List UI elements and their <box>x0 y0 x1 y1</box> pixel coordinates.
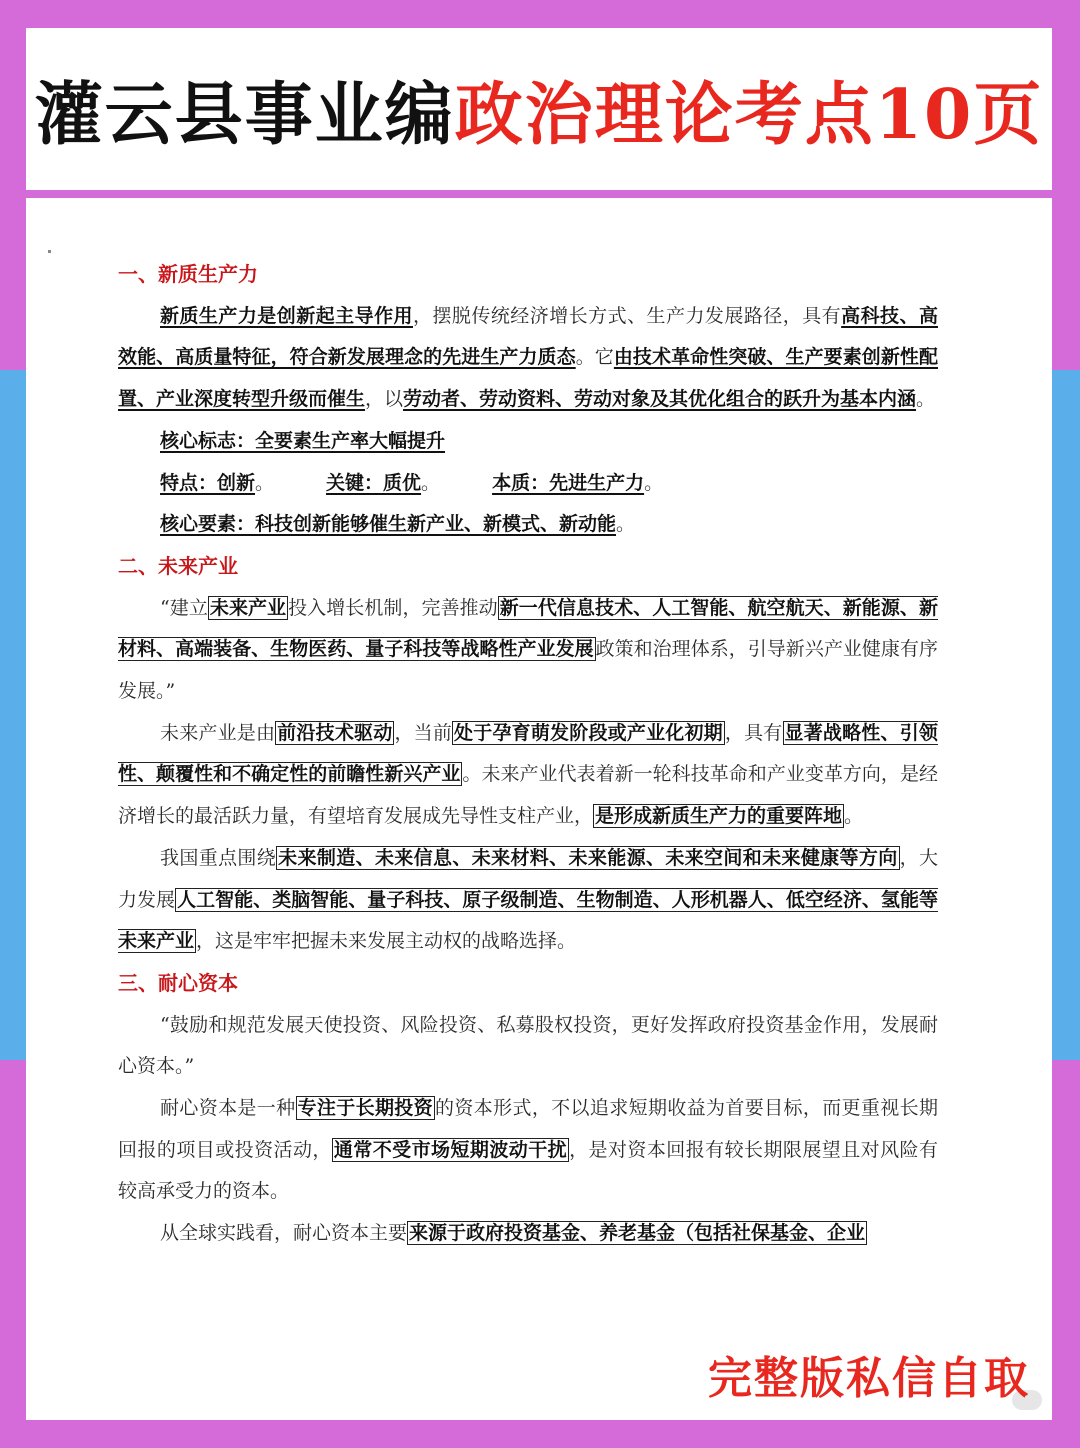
paragraph-s1-p2 <box>118 421 938 463</box>
underlined-text: 由技术革命性突破、生产要素创新性配置、产业深度转型升级而催生 <box>118 346 938 411</box>
body-text: “建立 <box>160 596 208 619</box>
body-text: ，以 <box>365 388 404 411</box>
underlined-text: 新质生产力是创新起主导作用 <box>160 304 413 327</box>
page-dot <box>48 250 51 253</box>
key-label: 关键：质优 <box>326 471 422 494</box>
paragraph-s3-p1 <box>118 1005 938 1088</box>
paragraph-s3-p3 <box>118 1213 938 1255</box>
body-text: 。它 <box>575 346 614 369</box>
boxed-text: 通常不受市场短期波动干扰 <box>333 1138 568 1161</box>
boxed-text: 前沿技术驱动 <box>277 721 393 744</box>
body-text: 未来产业是由 <box>160 721 276 744</box>
body-text: 政策和治理体系，引导新兴产业健康有序发展。” <box>118 638 938 703</box>
underlined-text: 核心标志：全要素生产率大幅提升 <box>160 429 446 452</box>
body-text: 。未来产业代表着新一轮科技革命和产业变革方向，是经济增长的最活跃力量，有望培育发展成先导性支柱产业， <box>118 763 938 828</box>
body-text: ，当前 <box>394 721 453 744</box>
paragraph-s2-p2 <box>118 713 938 838</box>
body-text: 。 <box>844 805 864 828</box>
paragraph-s2-p3 <box>118 838 938 963</box>
body-text: 。 <box>644 471 664 494</box>
title-banner <box>26 28 1052 190</box>
body-text: 投入增长机制，完善推动 <box>288 596 498 619</box>
boxed-text: 未来制造、未来信息、未来材料、未来能源、未来空间和未来健康等方向 <box>278 846 898 869</box>
body-text: ，摆脱传统经济增长方式、生产力发展路径，具有 <box>413 304 842 327</box>
body-text: ，是对资本回报有较长期限展望且对风险有较高承受力的资本。 <box>118 1138 938 1203</box>
paragraph-s1-p3 <box>118 463 938 505</box>
section-heading-3: 三、耐心资本 <box>118 970 238 995</box>
paragraph-s1-p4 <box>118 504 938 546</box>
boxed-text: 处于孕育萌发阶段或产业化初期 <box>454 721 723 744</box>
body-text: 的资本形式，不以追求短期收益为首要目标，而更重视长期回报的项目或投资活动， <box>118 1097 938 1161</box>
body-text: ，具有 <box>724 721 783 744</box>
underlined-text: 核心要素：科技创新能够催生新产业、新模式、新动能 <box>160 513 617 536</box>
body-text: 。 <box>255 471 275 494</box>
page-title <box>35 61 1044 158</box>
boxed-text: 专注于长期投资 <box>297 1097 434 1120</box>
paragraph-s1-p1 <box>118 296 938 421</box>
boxed-text: 显著战略性、引领性、颠覆性和不确定性的前瞻性新兴产业 <box>118 721 938 786</box>
paragraph-s3-p2 <box>118 1088 938 1213</box>
body-text: 耐心资本是一种 <box>160 1097 296 1120</box>
body-text: 。 <box>916 388 936 411</box>
document-body <box>118 254 938 1255</box>
body-text: 从全球实践看，耐心资本主要 <box>160 1222 408 1245</box>
body-text: 。 <box>616 513 636 536</box>
boxed-text: 是形成新质生产力的重要阵地 <box>595 805 843 828</box>
body-text: “鼓励和规范发展天使投资、风险投资、私募股权投资，更好发挥政府投资基金作用，发展耐心资本。” <box>118 1013 938 1078</box>
title-black-part: 灌云县事业编 <box>34 74 455 155</box>
document-page <box>26 198 1052 1420</box>
body-text: ，这是牢牢把握未来发展主动权的战略选择。 <box>196 930 577 953</box>
private-message-note: 完整版私信自取 <box>708 1353 1030 1404</box>
boxed-text: 新一代信息技术、人工智能、航空航天、新能源、新材料、高端装备、生物医药、量子科技等战略性产业发展 <box>118 596 938 661</box>
essence-label: 本质：先进生产力 <box>492 471 645 494</box>
feature-label: 特点：创新 <box>160 471 256 494</box>
underlined-text: 劳动者、劳动资料、劳动对象及其优化组合的跃升为基本内涵 <box>403 388 917 411</box>
body-text: 我国重点围绕 <box>160 846 277 869</box>
boxed-text: 人工智能、类脑智能、量子科技、原子级制造、生物制造、人形机器人、低空经济、氢能等未来产业 <box>118 888 938 953</box>
section-heading-2: 二、未来产业 <box>118 553 238 578</box>
body-text: 。 <box>421 471 441 494</box>
boxed-text: 来源于政府投资基金、养老基金（包括社保基金、企业 <box>409 1222 866 1245</box>
underlined-text: 高科技、高效能、高质量特征，符合新发展理念的先进生产力质态 <box>118 304 938 369</box>
section-heading-1: 一、新质生产力 <box>118 262 258 286</box>
body-text: ，大力发展 <box>118 846 938 911</box>
paragraph-s2-p1 <box>118 588 938 713</box>
boxed-text: 未来产业 <box>209 596 287 619</box>
title-red-part: 政治理论考点10页 <box>454 74 1044 155</box>
